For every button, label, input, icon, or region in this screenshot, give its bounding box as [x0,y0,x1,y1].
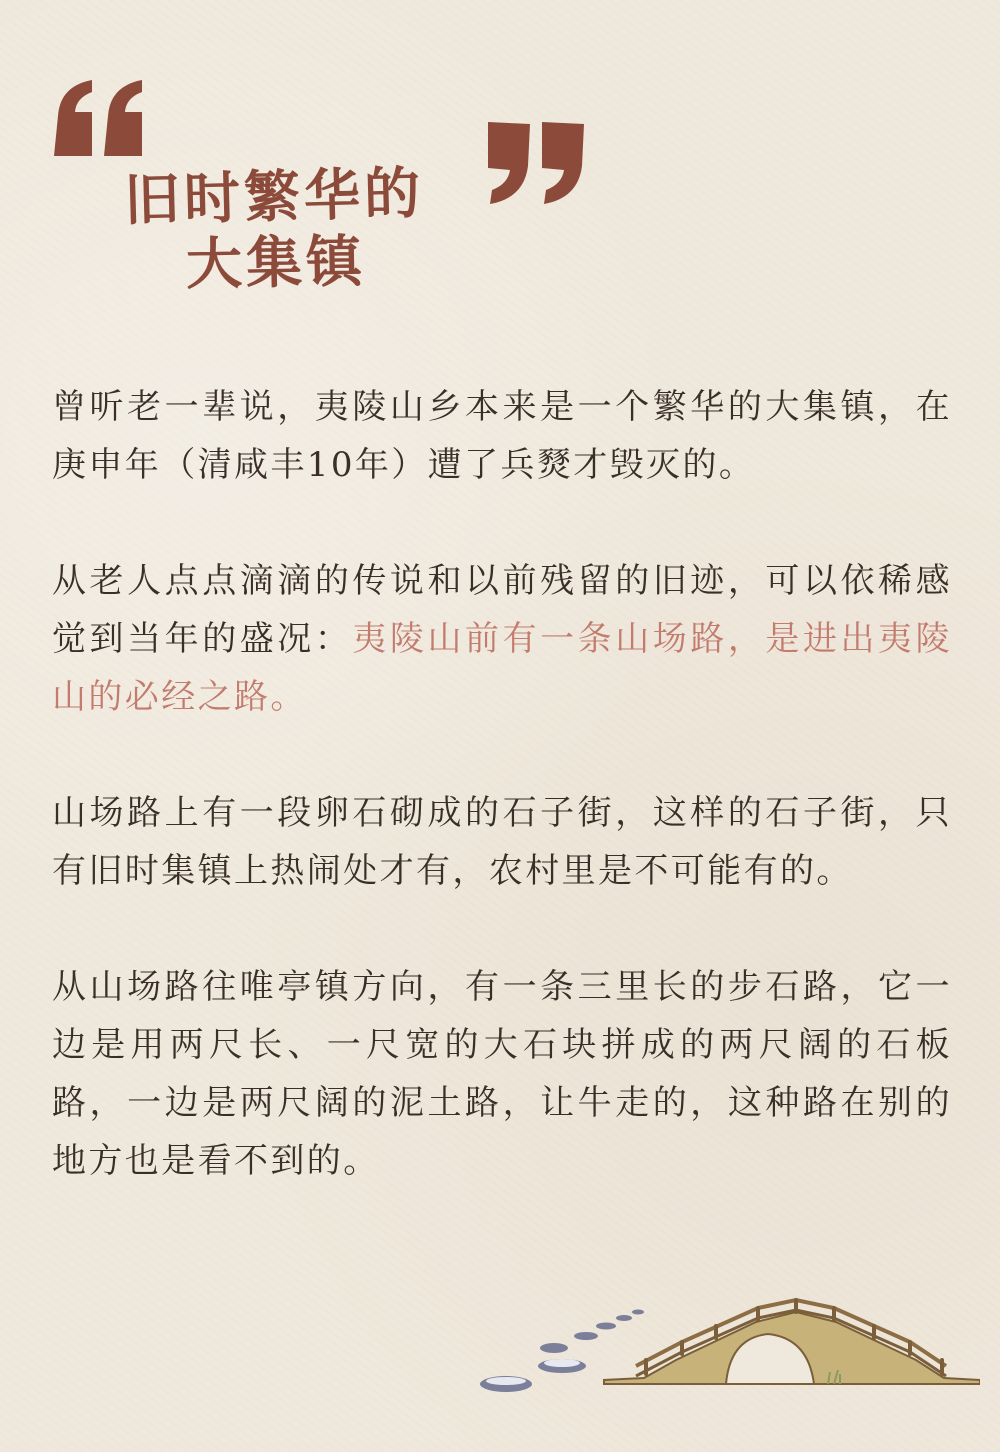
paragraph-4 [52,958,952,1190]
article-body [52,378,952,1248]
stone-bridge-illustration [476,1296,980,1400]
quote-close-icon [480,118,592,208]
title-line-2: 大集镇 [185,229,367,298]
title-line-1: 旧时繁华的 [123,161,425,234]
paragraph-4-text: 从山场路往唯亭镇方向，有一条三里长的步石路，它一边是用两尺长、一尺宽的大石块拼成的两尺阔的石板路，一边是两尺阔的泥土路，让牛走的，这种路在别的地方也是看不到的。 [52,967,952,1181]
paragraph-2-highlight: 夷陵山前有一条山场路，是进出夷陵山的必经之路。 [52,619,953,717]
paragraph-1-text: 曾听老一辈说，夷陵山乡本来是一个繁华的大集镇，在庚申年（清咸丰10年）遭了兵燹才毁灭的。 [52,387,952,485]
paragraph-3 [52,784,952,900]
paragraph-1 [52,378,952,494]
paragraph-2 [52,552,952,726]
quote-open-icon [48,78,154,160]
arch-bridge-icon [604,1300,980,1384]
paragraph-2-text: 从老人点点滴滴的传说和以前残留的旧迹，可以依稀感觉到当年的盛况： [52,561,952,659]
paragraph-3-text: 山场路上有一段卵石砌成的石子街，这样的石子街，只有旧时集镇上热闹处才有，农村里是不可能有的。 [52,793,952,891]
